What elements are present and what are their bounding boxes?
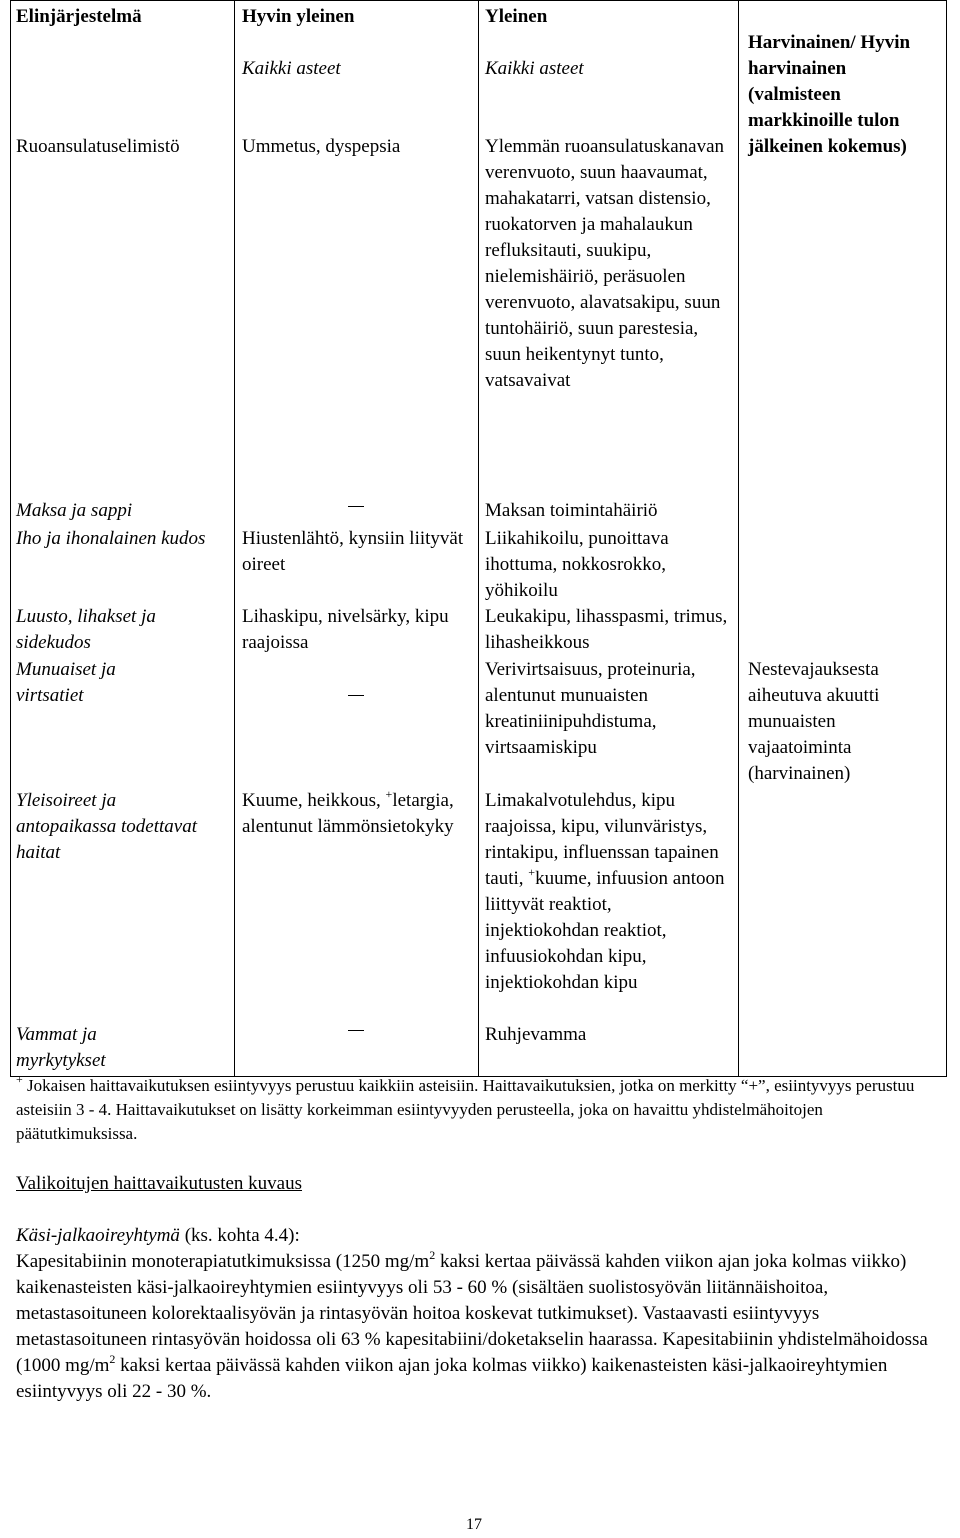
paragraph-part2: kaksi kertaa päivässä kahden viikon ajan joka kolmas viikko) kaikenasteisten käsi-jalkaoireyhtymien esiintyvyys oli 53 - 60 % (sisältäen suolistosyövän liitännäishoitoa, metastasoituneen kolorektaalisyövän ja rintasyövän hoitoa koskevat tutkimukset). Vastaavasti esiintyvyys metastasoituneen rintasyövän hoidossa oli 63 % kapesitabiini/doketakselin haarassa. Kapesitabiinin yhdistelmähoidossa (1000 mg/m bbox=[16, 1251, 928, 1376]
header-rare: Harvinainen/ Hyvin harvinainen (valmisteen markkinoille tulon jälkeinen kokemus) bbox=[748, 32, 911, 157]
plus-marker: + bbox=[385, 786, 393, 801]
table-border-col2 bbox=[234, 0, 235, 1077]
row-skin-very-common: Hiustenlähtö, kynsiin liityvät oireet bbox=[242, 528, 464, 575]
section-heading: Valikoitujen haittavaikutusten kuvaus bbox=[16, 1173, 303, 1194]
row-gi-system: Ruoansulatuselimistö bbox=[16, 136, 180, 157]
row-gi-very-common: Ummetus, dyspepsia bbox=[242, 136, 401, 157]
plus-marker: + bbox=[528, 864, 536, 879]
plus-marker: + bbox=[16, 1072, 23, 1087]
table-border-right bbox=[946, 0, 947, 1077]
header-common-sub: Kaikki asteet bbox=[485, 58, 584, 79]
header-system: Elinjärjestelmä bbox=[16, 6, 142, 27]
table-border-col3 bbox=[478, 0, 479, 1077]
row-injury-system: Vammat ja myrkytykset bbox=[16, 1024, 106, 1071]
subsection-title: Käsi-jalkaoireyhtymä bbox=[16, 1225, 180, 1246]
row-general-very-common-b: letargia, alentunut lämmönsietokyky bbox=[242, 790, 454, 837]
superscript: 2 bbox=[109, 1351, 116, 1366]
row-gi-common: Ylemmän ruoansulatuskanavan verenvuoto, suun haavaumat, mahakatarri, vatsan distensio, ruokatorven ja mahalaukun refluksitauti, suukipu, nielemishäiriö, peräsuolen verenvuoto, alavatsakipu, suun tuntohäiriö, suun parestesia, suun heikentynyt tunto, vatsavaivat bbox=[485, 136, 725, 391]
row-renal-common: Verivirtsaisuus, proteinuria, alentunut munuaisten kreatiniinipuhdistuma, virtsaamiskipu bbox=[485, 659, 696, 758]
row-general-common-a: Limakalvotulehdus, kipu raajoissa, kipu, vilunväristys, rintakipu, influenssan tapainen tauti, bbox=[485, 790, 719, 889]
header-very-common-sub: Kaikki asteet bbox=[242, 58, 341, 79]
table-footnote bbox=[16, 1074, 946, 1146]
row-general-system: Yleisoireet ja antopaikassa todettavat haitat bbox=[16, 790, 198, 863]
row-general-very-common bbox=[242, 788, 474, 840]
row-musculo-very-common: Lihaskipu, nivelsärky, kipu raajoissa bbox=[242, 606, 449, 653]
header-very-common: Hyvin yleinen bbox=[242, 6, 355, 27]
row-injury-common: Ruhjevamma bbox=[485, 1024, 587, 1045]
row-renal-rare: Nestevajauksesta aiheutuva akuutti munuaisten vajaatoiminta (harvinainen) bbox=[748, 659, 880, 784]
row-musculo-system: Luusto, lihakset ja sidekudos bbox=[16, 606, 156, 653]
header-common: Yleinen bbox=[485, 6, 548, 27]
body-paragraph bbox=[16, 1249, 941, 1405]
table-border-top bbox=[10, 0, 947, 1]
row-skin-system: Iho ja ihonalainen kudos bbox=[16, 528, 206, 549]
page-number: 17 bbox=[466, 1516, 482, 1533]
row-liver-common: Maksan toimintahäiriö bbox=[485, 500, 658, 521]
row-liver-system: Maksa ja sappi bbox=[16, 500, 133, 521]
superscript: 2 bbox=[429, 1247, 436, 1262]
row-general-common-b: kuume, infuusion antoon liittyvät reaktiot, injektiokohdan reaktiot, infuusiokohdan kipu, injektiokohdan kipu bbox=[485, 868, 725, 993]
row-liver-dash bbox=[348, 506, 364, 507]
paragraph-part1: Kapesitabiinin monoterapiatutkimuksissa (1250 mg/m bbox=[16, 1251, 430, 1272]
subsection-ref: (ks. kohta 4.4): bbox=[179, 1225, 300, 1246]
row-general-very-common-a: Kuume, heikkous, bbox=[242, 790, 381, 811]
paragraph-part3: kaksi kertaa päivässä kahden viikon ajan joka kolmas viikko) kaikenasteisten käsi-jalkaoireyhtymien esiintyvyys oli 22 - 30 %. bbox=[16, 1355, 888, 1402]
row-renal-dash bbox=[348, 695, 364, 696]
row-musculo-common: Leukakipu, lihasspasmi, trimus, lihasheikkous bbox=[485, 606, 728, 653]
row-skin-common: Liikahikoilu, punoittava ihottuma, nokkosrokko, yöhikoilu bbox=[485, 528, 669, 601]
row-general-common bbox=[485, 788, 730, 996]
row-renal-system: Munuaiset ja virtsatiet bbox=[16, 659, 116, 706]
table-border-col4 bbox=[738, 0, 739, 1077]
subsection-heading bbox=[16, 1223, 946, 1249]
table-border-left bbox=[10, 0, 11, 1077]
row-injury-dash bbox=[348, 1030, 364, 1031]
footnote-text: Jokaisen haittavaikutuksen esiintyvyys perustuu kaikkiin asteisiin. Haittavaikutuksien, jotka on merkitty “+”, esiintyvyys perustuu asteisiin 3 - 4. Haittavaikutukset on lisätty korkeimman esiintyvyyden perusteella, joka on havaittu yhdistelmähoitojen päätutkimuksissa. bbox=[16, 1076, 915, 1143]
